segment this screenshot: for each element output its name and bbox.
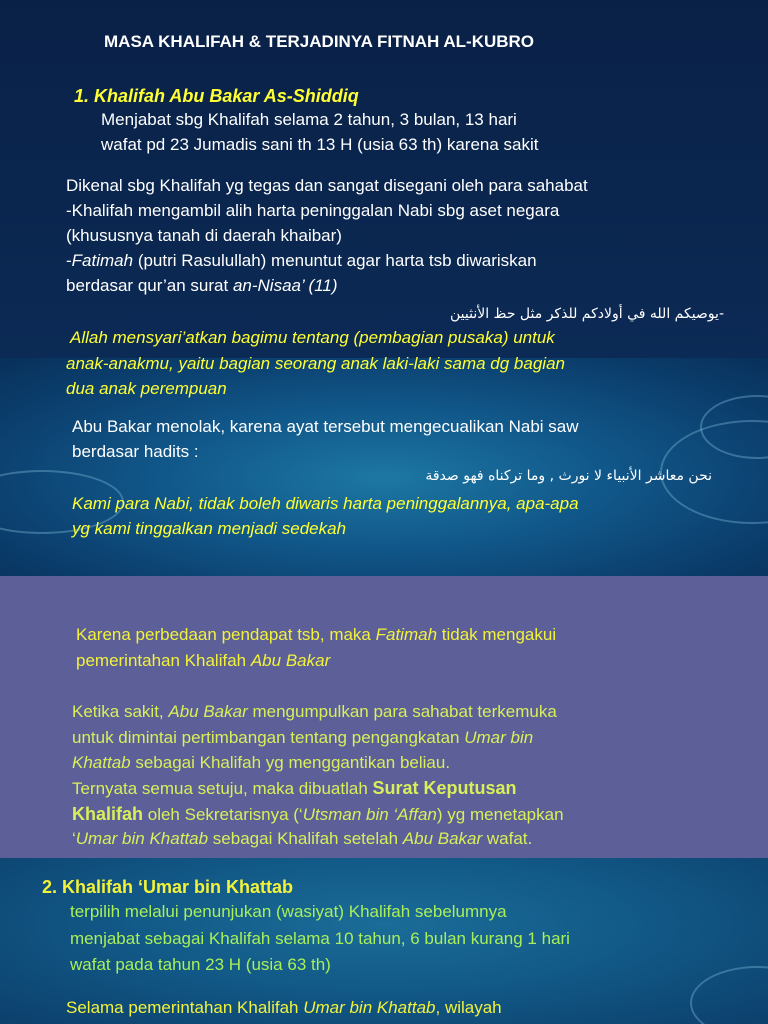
text-run: Umar bin Khattab — [75, 829, 209, 848]
text-run: Fatimah — [375, 625, 438, 644]
text-run: Fatimah — [71, 251, 134, 270]
text-run: Abu Bakar — [402, 829, 483, 848]
text-line — [72, 726, 533, 750]
text-run: Karena perbedaan pendapat tsb, maka — [76, 625, 376, 644]
text-run: berdasar qur’an surat — [66, 276, 233, 295]
text-run: , wilayah — [435, 998, 502, 1017]
text-run: Surat Keputusan — [372, 778, 517, 798]
text-line: menjabat sebagai Khalifah selama 10 tahun, 6 bulan kurang 1 hari — [70, 929, 570, 948]
translation-line: Allah mensyari’atkan bagimu tentang (pembagian pusaka) untuk — [70, 328, 555, 347]
text-line: Abu Bakar menolak, karena ayat tersebut mengecualikan Nabi saw — [72, 417, 579, 436]
text-run: sebagai Khalifah setelah — [208, 829, 403, 848]
text-line — [66, 274, 338, 298]
text-line: (khususnya tanah di daerah khaibar) — [66, 226, 342, 245]
text-line — [72, 776, 517, 801]
text-run: wafat. — [482, 829, 533, 848]
text-run: - — [66, 251, 72, 270]
text-run: Abu Bakar — [250, 651, 331, 670]
translation-line: dua anak perempuan — [66, 379, 227, 398]
text-line — [66, 249, 537, 273]
text-run: tidak mengakui — [437, 625, 557, 644]
text-run: untuk dimintai pertimbangan tentang pengangkatan — [72, 728, 465, 747]
text-line — [76, 623, 556, 647]
text-run: mengumpulkan para sahabat terkemuka — [247, 702, 557, 721]
section-heading-1: 1. Khalifah Abu Bakar As-Shiddiq — [74, 86, 359, 106]
arabic-verse: -يوصيكم الله في أولادكم للذكر مثل حظ الأنثيين — [449, 306, 724, 322]
text-run: Khattab — [72, 753, 131, 772]
section-heading-2: 2. Khalifah ‘Umar bin Khattab — [42, 877, 294, 897]
text-run: (putri Rasulullah) menuntut agar harta tsb diwariskan — [133, 251, 537, 270]
text-run: an-Nisaa’ (11) — [232, 276, 338, 295]
translation-line: yg kami tinggalkan menjadi sedekah — [72, 519, 347, 538]
slide-2 — [0, 576, 768, 1024]
text-line: Dikenal sbg Khalifah yg tegas dan sangat disegani oleh para sahabat — [66, 176, 588, 195]
text-line: wafat pada tahun 23 H (usia 63 th) — [70, 955, 331, 974]
text-line — [72, 751, 450, 775]
translation-line: Kami para Nabi, tidak boleh diwaris harta peninggalannya, apa-apa — [72, 494, 579, 513]
text-run: Ketika sakit, — [72, 702, 169, 721]
text-run: sebagai Khalifah yg menggantikan beliau. — [130, 753, 451, 772]
text-run: ‘ — [72, 829, 76, 848]
text-run: Umar bin Khattab — [303, 998, 436, 1017]
text-line — [76, 649, 330, 673]
slide-title: MASA KHALIFAH & TERJADINYA FITNAH AL-KUBRO — [104, 32, 535, 51]
arabic-hadith: نحن معاشر الأنبياء لا نورث , وما تركناه فهو صدقة — [425, 468, 712, 484]
translation-line: anak-anakmu, yaitu bagian seorang anak laki-laki sama dg bagian — [66, 354, 565, 373]
text-line — [72, 827, 532, 851]
text-run: ) yg menetapkan — [436, 805, 564, 824]
text-run: Khalifah — [72, 804, 144, 824]
text-run: Ternyata semua setuju, maka dibuatlah — [72, 779, 373, 798]
text-run: Utsman bin ‘Affan — [302, 805, 437, 824]
text-run: Umar bin — [464, 728, 534, 747]
text-line: wafat pd 23 Jumadis sani th 13 H (usia 63 th) karena sakit — [101, 135, 539, 154]
text-run: pemerintahan Khalifah — [76, 651, 251, 670]
text-line — [72, 802, 564, 827]
text-line: berdasar hadits : — [72, 442, 199, 461]
text-run: Selama pemerintahan Khalifah — [66, 998, 304, 1017]
text-line — [72, 700, 557, 724]
text-line: Menjabat sbg Khalifah selama 2 tahun, 3 bulan, 13 hari — [101, 110, 517, 129]
text-line — [66, 996, 502, 1020]
text-line: -Khalifah mengambil alih harta peninggalan Nabi sbg aset negara — [66, 201, 560, 220]
text-run: oleh Sekretarisnya (‘ — [143, 805, 303, 824]
text-line: terpilih melalui penunjukan (wasiyat) Khalifah sebelumnya — [70, 902, 507, 921]
text-run: Abu Bakar — [168, 702, 248, 721]
